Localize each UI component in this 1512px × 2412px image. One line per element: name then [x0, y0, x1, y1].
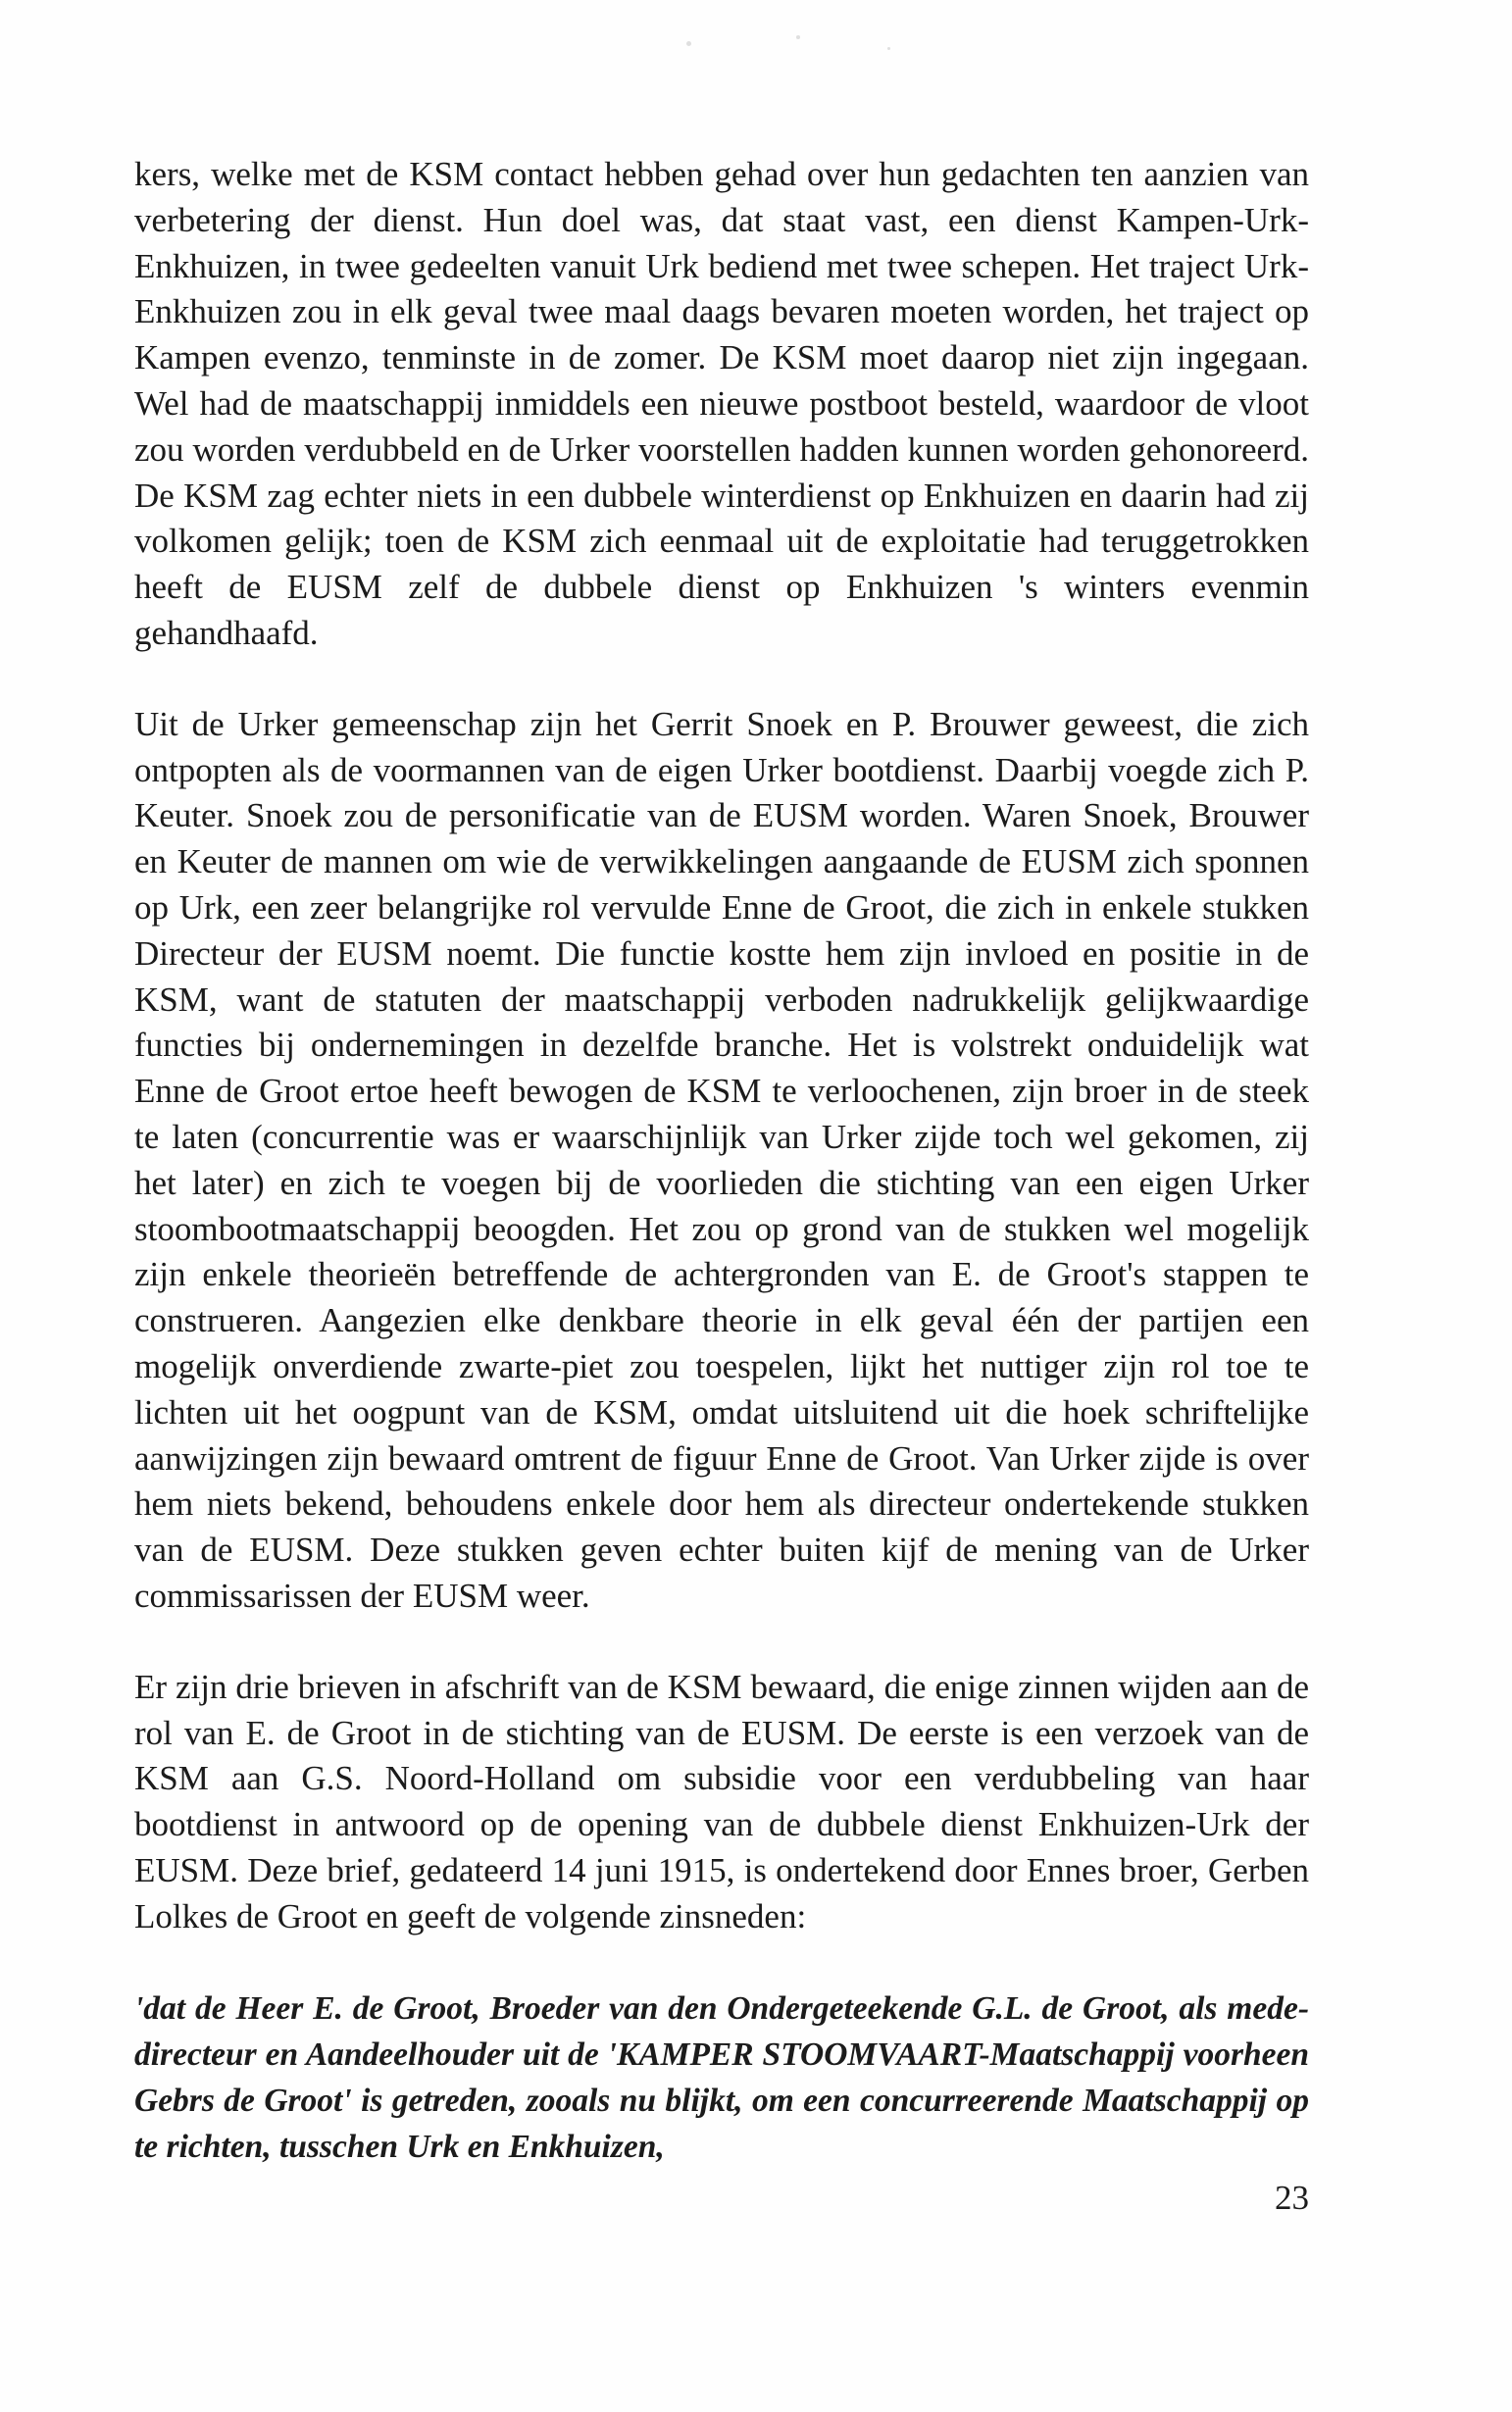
- paragraph-2: Uit de Urker gemeenschap zijn het Gerrit Snoek en P. Brouwer geweest, die zich ontpopten als de voormannen van de eigen Urker bootdienst. Daarbij voegde zich P. Keuter. Snoek zou de personificatie van de EUSM worden. Waren Snoek, Brouwer en Keuter de mannen om wie de verwikkelingen aangaande de EUSM zich sponnen op Urk, een zeer belangrijke rol vervulde Enne de Groot, die zich in enkele stukken Directeur der EUSM noemt. Die functie kostte hem zijn invloed en positie in de KSM, want de statuten der maatschappij verboden nadrukkelijk gelijkwaardige functies bij ondernemingen in dezelfde branche. Het is volstrekt onduidelijk wat Enne de Groot ertoe heeft bewogen de KSM te verloochenen, zijn broer in de steek te laten (concurrentie was er waarschijnlijk van Urker zijde toch wel gekomen, zij het later) en zich te voegen bij de voorlieden die stichting van een eigen Urker stoombootmaatschappij beoogden. Het zou op grond van de stukken wel mogelijk zijn enkele theorieën betreffende de achtergronden van E. de Groot's stappen te construeren. Aangezien elke denkbare theorie in elk geval één der partijen een mogelijk onverdiende zwarte-piet zou toespelen, lijkt het nuttiger zijn rol toe te lichten uit het oogpunt van de KSM, omdat uitsluitend uit die hoek schriftelijke aanwijzingen zijn bewaard omtrent de figuur Enne de Groot. Van Urker zijde is over hem niets bekend, behoudens enkele door hem als directeur ondertekende stukken van de EUSM. Deze stukken geven echter buiten kijf de mening van de Urker commissarissen der EUSM weer.: [134, 704, 1309, 1615]
- paper-speck: [796, 35, 800, 39]
- quoted-letter-excerpt: 'dat de Heer E. de Groot, Broeder van den Ondergeteekende G.L. de Groot, als mede-directeur en Aandeelhouder uit de 'KAMPER STOOMVAART-Maatschappij voorheen Gebrs de Groot' is getreden, zooals nu blijkt, om een concurreerende Maatschappij op te richten, tusschen Urk en Enkhuizen,: [134, 1990, 1309, 2165]
- page-number: 23: [1275, 2179, 1309, 2217]
- paper-speck: [686, 41, 691, 46]
- paragraph-3: Er zijn drie brieven in afschrift van de KSM bewaard, die enige zinnen wijden aan de rol van E. de Groot in de stichting van de EUSM. De eerste is een verzoek van de KSM aan G.S. Noord-Holland om subsidie voor een verdubbeling van haar bootdienst in antwoord op de opening van de dubbele dienst Enkhuizen-Urk der EUSM. Deze brief, gedateerd 14 juni 1915, is ondertekend door Ennes broer, Gerben Lolkes de Groot en geeft de volgende zinsneden:: [134, 1667, 1309, 1935]
- body-text: [134, 152, 1309, 2171]
- paper-speck: [887, 47, 890, 50]
- paragraph-1: kers, welke met de KSM contact hebben gehad over hun gedachten ten aanzien van verbetering der dienst. Hun doel was, dat staat vast, een dienst Kampen-Urk-Enkhuizen, in twee gedeelten vanuit Urk bediend met twee schepen. Het traject Urk-Enkhuizen zou in elk geval twee maal daags bevaren moeten worden, het traject op Kampen evenzo, tenminste in de zomer. De KSM moet daarop niet zijn ingegaan. Wel had de maatschappij inmiddels een nieuwe postboot besteld, waardoor de vloot zou worden verdubbeld en de Urker voorstellen hadden kunnen worden gehonoreerd. De KSM zag echter niets in een dubbele winterdienst op Enkhuizen en daarin had zij volkomen gelijk; toen de KSM zich eenmaal uit de exploitatie had teruggetrokken heeft de EUSM zelf de dubbele dienst op Enkhuizen 's winters evenmin gehandhaafd.: [134, 155, 1309, 652]
